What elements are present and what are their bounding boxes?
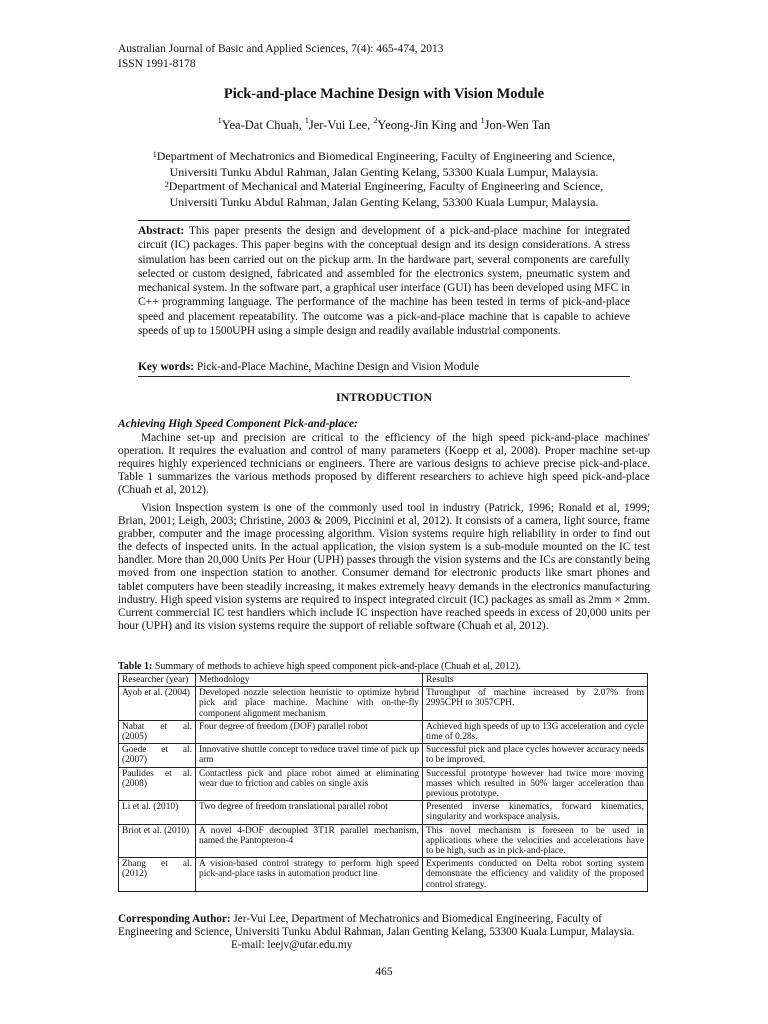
author: $^2$Yeong-Jin King and [373, 116, 481, 132]
affiliation-1: $^1$Department of Mechatronics and Biomedical Engineering, Faculty of Engineering and Science, Universiti Tunku Abdul Rahman, Jalan Genting Kelang, 53300 Kuala Lumpur, Malaysia. [152, 149, 616, 179]
table-header-cell: Researcher (year) [119, 674, 196, 687]
table-header-cell: Results [423, 674, 648, 687]
abstract-label: Abstract: [138, 225, 185, 237]
table-cell: Developed nozzle selection heuristic to optimize hybrid pick and place machine. Machine with on-the-fly component alignment mechanism [196, 687, 423, 721]
corresponding-email: E-mail: leejv@utar.edu.my [231, 939, 353, 951]
author: $^1$Yea-Dat Chuah, [217, 116, 305, 132]
author: $^1$Jer-Vui Lee, [304, 116, 374, 132]
author-list [0, 118, 768, 133]
table-cell: Paulides et al. (2008) [119, 767, 196, 801]
abstract [138, 224, 630, 338]
table-row [119, 744, 648, 767]
table-cell: A vision-based control strategy to perform high speed pick-and-place tasks in automation product line [196, 858, 423, 892]
table-cell: Ayob et al. (2004) [119, 687, 196, 721]
table-cell: Experiments conducted on Delta robot sorting system demonstrate the efficiency and validity of the proposed control strategy. [423, 858, 648, 892]
keywords [138, 360, 630, 374]
journal-issn: ISSN 1991-8178 [118, 58, 196, 70]
table-cell: This novel mechanism is foreseen to be used in applications where the velocities and accelerations have to be high, such as in pick-and-place. [423, 824, 648, 858]
body-paragraph-1: Machine set-up and precision are critical to the efficiency of the high speed pick-and-place machines' operation. It requires the evaluation and control of many parameters (Koepp et al, 2008). Proper machine set-up requires highly experienced technicians or engineers. There are various designs to achieve precise pick-and-place. Table 1 summarizes the various methods proposed by different researchers to achieve high speed pick-and-place (Chuah et al, 2012). [118, 432, 650, 497]
table-cell: Four degree of freedom (DOF) parallel robot [196, 720, 423, 743]
table-cell: Zhang et al. (2012) [119, 858, 196, 892]
table-cell: Contactless pick and place robot aimed at eliminating wear due to friction and cables on single axis [196, 767, 423, 801]
abstract-text: This paper presents the design and development of a pick-and-place machine for integrated circuit (IC) packages. This paper begins with the conceptual design and its design considerations. A stress simulation has been carried out on the pickup arm. In the hardware part, several components are carefully selected or custom designed, fabricated and assembled for the electronics system, pneumatic system and mechanical system. In the software part, a graphical user interface (GUI) has been developed using MFC in C++ programming language. The performance of the machine has been tested in terms of pick-and-place speed and placement repeatability. The outcome was a pick-and-place machine that is capable to achieve speeds of up to 1500UPH using a simple design and readily available industrial components. [138, 225, 630, 338]
table-cell: Innovative shuttle concept to reduce travel time of pick up arm [196, 744, 423, 767]
affiliation-2: $^2$Department of Mechanical and Material Engineering, Faculty of Engineering and Science, Universiti Tunku Abdul Rahman, Jalan Genting Kelang, 53300 Kuala Lumpur, Malaysia. [164, 179, 604, 209]
table-cell: Li et al. (2010) [119, 801, 196, 824]
table-row [119, 858, 648, 892]
table-cell: Briot et al. (2010) [119, 824, 196, 858]
journal-header [118, 42, 443, 72]
table-cell: Successful pick and place cycles however accuracy needs to be improved. [423, 744, 648, 767]
journal-citation: Australian Journal of Basic and Applied Sciences, 7(4): 465-474, 2013 [118, 43, 444, 55]
corresponding-author [118, 913, 650, 952]
paper-title: Pick-and-place Machine Design with Vision Module [223, 86, 545, 102]
table-row [119, 720, 648, 743]
corresponding-text: Jer-Vui Lee, Department of Mechatronics and Biomedical Engineering, Faculty of Engineering and Science, Universiti Tunku Abdul Rahman, Jalan Genting Kelang, 53300 Kuala Lumpur, Malaysia. [118, 913, 635, 938]
abstract-top-rule [138, 220, 630, 221]
table-row [119, 687, 648, 721]
table-header-cell: Methodology [196, 674, 423, 687]
body-paragraph-2: Vision Inspection system is one of the commonly used tool in industry (Patrick, 1996; Ronald et al, 1999; Brian, 2001; Leigh, 2003; Christine, 2003 & 2009, Piccinini et al, 2012). It consists of a camera, light source, frame grabber, computer and the image processing algorithm. Vision systems require high reliability in order to find out the defects of inspected units. In the actual application, the vision system is a sub-module mounted on the IC test handler. More than 20,000 Units Per Hour (UPH) passes through the vision systems and the ICs are constantly being moved from one inspection station to another. Consumer demand for electronic products like smart phones and tablet computers have been steadily increasing, it makes extremely heavy demands in the electronics manufacturing industry. High speed vision systems are required to inspect integrated circuit (IC) packages as small as 2mm × 2mm. Current commercial IC test handlers which include IC inspection have reached speeds in excess of 20,000 units per hour (UPH) and its vision systems require the support of reliable software (Chuah et al, 2012). [118, 502, 650, 632]
table-row [119, 801, 648, 824]
section-heading: INTRODUCTION [335, 390, 432, 404]
table-cell: Goede et al. (2007) [119, 744, 196, 767]
table-caption: Table 1: Summary of methods to achieve high speed component pick-and-place (Chuah et al, 2012). [118, 661, 521, 672]
table-cell: Achieved high speeds of up to 13G acceleration and cycle time of 0.28s. [423, 720, 648, 743]
table-header-row [119, 674, 648, 687]
table-cell: Nabat et al. (2005) [119, 720, 196, 743]
table-cell: Two degree of freedom translational parallel robot [196, 801, 423, 824]
table-cell: Presented inverse kinematics, forward kinematics, singularity and workspace analysis. [423, 801, 648, 824]
keywords-bottom-rule [138, 376, 630, 377]
keywords-text: Pick-and-Place Machine, Machine Design and Vision Module [194, 361, 480, 373]
corresponding-label: Corresponding Author: [118, 913, 231, 925]
subsection-heading: Achieving High Speed Component Pick-and-place: [118, 418, 358, 430]
table-cell: Successful prototype however had twice more moving masses which resulted in 50% larger acceleration than previous prototype. [423, 767, 648, 801]
author: $^1$Jon-Wen Tan [480, 116, 551, 132]
table-row [119, 824, 648, 858]
table-cell: A novel 4-DOF decoupled 3T1R parallel mechanism, named the Pantopteron-4 [196, 824, 423, 858]
table-cell: Throughput of machine increased by 2.07% from 2995CPH to 3057CPH. [423, 687, 648, 721]
keywords-label: Key words: [138, 361, 194, 373]
table-row [119, 767, 648, 801]
summary-table [118, 673, 648, 892]
page-number: 465 [375, 966, 393, 978]
